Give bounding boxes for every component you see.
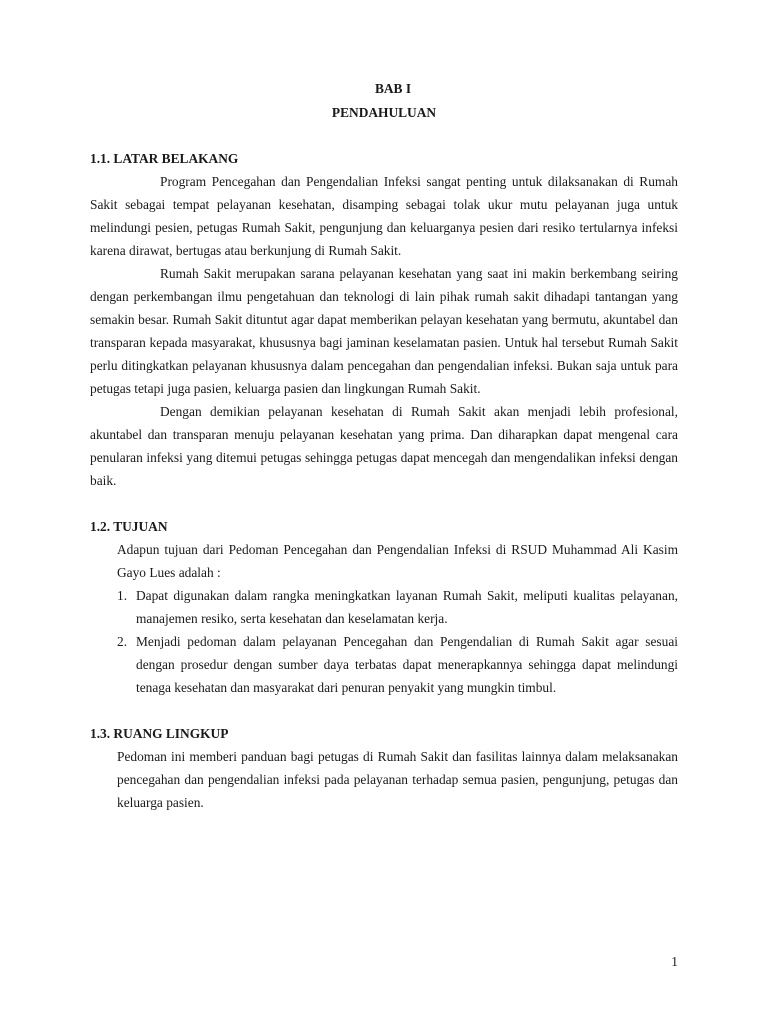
objectives-intro: Adapun tujuan dari Pedoman Pencegahan dan Pengendalian Infeksi di RSUD Muhammad Ali Kasim Gayo Lues adalah : — [117, 542, 678, 580]
scope-block — [90, 745, 678, 814]
list-item-text: Menjadi pedoman dalam pelayanan Pencegahan dan Pengendalian di Rumah Sakit agar sesuai dengan prosedur dengan sumber daya terbatas dapat menerapkannya sehingga dapat melindungi tenaga kesehatan dan masyarakat dari penuran penyakit yang mungkin timbul. — [136, 634, 678, 695]
objectives-intro-block — [90, 538, 678, 584]
list-item — [117, 584, 678, 630]
scope-paragraph: Pedoman ini memberi panduan bagi petugas di Rumah Sakit dan fasilitas lainnya dalam melaksanakan pencegahan dan pengendalian infeksi pada pelayanan terhadap semua pasien, pengunjung, petugas dan keluarga pasien. — [117, 749, 678, 810]
background-paragraph-3: Dengan demikian pelayanan kesehatan di Rumah Sakit akan menjadi lebih profesional, akuntabel dan transparan menuju pelayanan kesehatan yang prima. Dan diharapkan dapat mengenal cara penularan infeksi yang ditemui petugas sehingga petugas dapat mencegah dan mengendalikan infeksi dengan baik. — [90, 404, 678, 488]
chapter-title: PENDAHULUAN — [331, 105, 437, 120]
section-heading-objectives: 1.2. TUJUAN — [90, 519, 168, 534]
objectives-list — [90, 584, 678, 699]
background-paragraph-1: Program Pencegahan dan Pengendalian Infeksi sangat penting untuk dilaksanakan di Rumah Sakit sebagai tempat pelayanan kesehatan, disamping sebagai tolak ukur mutu pelayanan juga untuk melindungi pesien, petugas Rumah Sakit, pengunjung dan keluarganya pesien dari resiko tertularnya infeksi karena dirawat, bertugas atau berkunjung di Rumah Sakit. — [90, 174, 678, 258]
document-page — [90, 78, 678, 814]
chapter-label: BAB I — [374, 81, 412, 96]
list-item-text: Dapat digunakan dalam rangka meningkatkan layanan Rumah Sakit, meliputi kualitas pelayanan, manajemen resiko, serta kesehatan dan keselamatan kerja. — [136, 588, 678, 626]
section-heading-background: 1.1. LATAR BELAKANG — [90, 151, 239, 166]
page-number: 1 — [671, 954, 678, 969]
background-paragraph-2: Rumah Sakit merupakan sarana pelayanan kesehatan yang saat ini makin berkembang seiring dengan perkembangan ilmu pengetahuan dan teknologi di lain pihak rumah sakit dihadapi tantangan yang semakin besar. Rumah Sakit dituntut agar dapat memberikan pelayan kesehatan yang bermutu, akuntabel dan transparan kepada masyarakat, khususnya bagi jaminan keselamatan pasien. Untuk hal tersebut Rumah Sakit perlu ditingkatkan pelayanan khususnya dalam pencegahan dan pengendalian infeksi. Bukan saja untuk para petugas tetapi juga pasien, keluarga pasien dan lingkungan Rumah Sakit. — [90, 266, 678, 396]
section-heading-scope: 1.3. RUANG LINGKUP — [90, 726, 229, 741]
list-item-number: 2. — [117, 634, 128, 649]
list-item-number: 1. — [117, 588, 128, 603]
list-item — [117, 630, 678, 699]
